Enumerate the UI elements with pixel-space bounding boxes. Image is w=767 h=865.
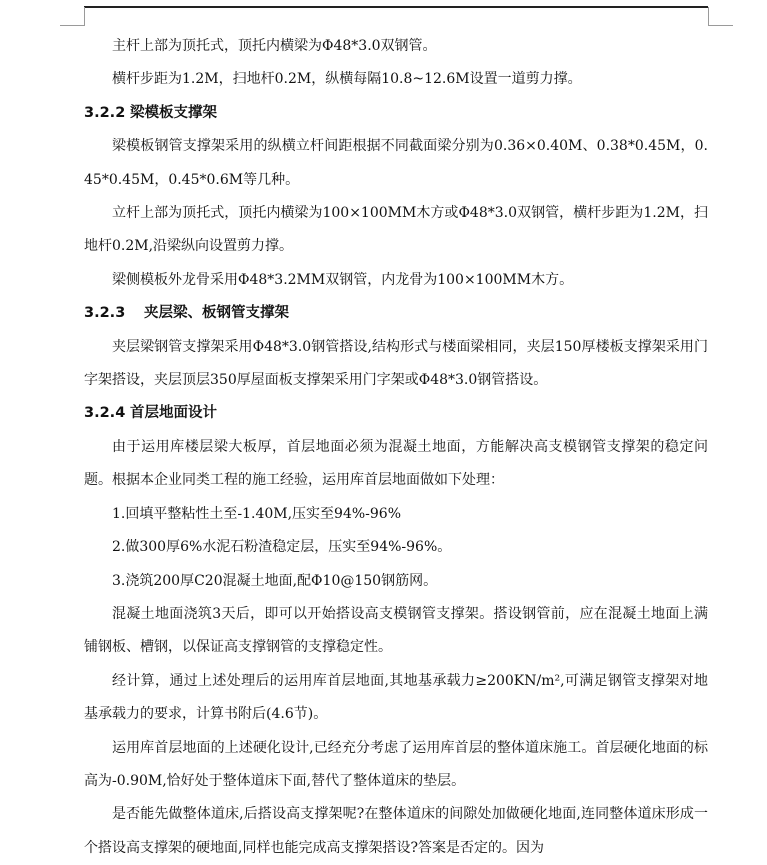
section-number: 3.2.4 [84, 405, 126, 422]
list-item: 2.做300厚6%水泥石粉渣稳定层，压实至94%-96%。 [112, 539, 452, 556]
list-item: 1.回填平整粘性土至-1.40M,压实至94%-96% [112, 505, 402, 522]
body-paragraph: 夹层梁钢管支撑架采用Φ48*3.0钢管搭设,结构形式与楼面梁相同，夹层150厚楼板支撑架采用门字架搭设，夹层顶层350厚屋面板支撑架采用门字架或Φ48*3.0钢管搭设。 [84, 338, 708, 389]
margin-corner-mark-right [708, 7, 733, 26]
list-item: 3.浇筑200厚C20混凝土地面,配Φ10@150钢筋网。 [112, 572, 438, 589]
section-heading [84, 397, 708, 430]
section-number: 3.2.3 [84, 305, 126, 322]
body-paragraph: 经计算，通过上述处理后的运用库首层地面,其地基承载力≥200KN/m²,可满足钢管支撑架对地基承载力的要求，计算书附后(4.6节)。 [84, 672, 708, 723]
body-paragraph: 梁模板钢管支撑架采用的纵横立杆间距根据不同截面梁分别为0.36×0.40M、0.38*0.45M，0.45*0.45M，0.45*0.6M等几种。 [84, 138, 708, 188]
section-number: 3.2.2 [84, 104, 126, 121]
header-rule [84, 6, 708, 8]
body-paragraph: 主杆上部为顶托式，顶托内横梁为Φ48*3.0双钢管。 [112, 38, 437, 54]
body-paragraph: 立杆上部为顶托式，顶托内横梁为100×100MM木方或Φ48*3.0双钢管，横杆步距为1.2M，扫地杆0.2M,沿梁纵向设置剪力撑。 [84, 205, 708, 255]
document-body [84, 30, 708, 865]
section-title: 首层地面设计 [130, 405, 217, 422]
section-heading [84, 297, 708, 330]
body-paragraph: 横杆步距为1.2M，扫地杆0.2M，纵横每隔10.8~12.6M设置一道剪力撑。 [112, 71, 582, 88]
body-paragraph: 运用库首层地面的上述硬化设计,已经充分考虑了运用库首层的整体道床施工。首层硬化地面的标高为-0.90M,恰好处于整体道床下面,替代了整体道床的垫层。 [84, 739, 708, 789]
section-title: 梁模板支撑架 [130, 104, 217, 121]
margin-corner-mark-left [60, 7, 85, 26]
section-heading [84, 97, 708, 130]
body-paragraph: 梁侧模板外龙骨采用Φ48*3.2MM双钢管，内龙骨为100×100MM木方。 [112, 271, 574, 288]
body-paragraph: 是否能先做整体道床,后搭设高支撑架呢?在整体道床的间隙处加做硬化地面,连同整体道床形成一个搭设高支撑架的硬地面,同样也能完成高支撑架搭设?答案是否定的。因为 [84, 806, 708, 856]
body-paragraph: 由于运用库楼层梁大板厚，首层地面必须为混凝土地面，方能解决高支模钢管支撑架的稳定问题。根据本企业同类工程的施工经验，运用库首层地面做如下处理： [84, 438, 708, 489]
body-paragraph: 混凝土地面浇筑3天后，即可以开始搭设高支模钢管支撑架。搭设钢管前，应在混凝土地面上满铺钢板、槽钢，以保证高支撑钢管的支撑稳定性。 [84, 605, 708, 656]
section-title: 夹层梁、板钢管支撑架 [144, 305, 289, 322]
